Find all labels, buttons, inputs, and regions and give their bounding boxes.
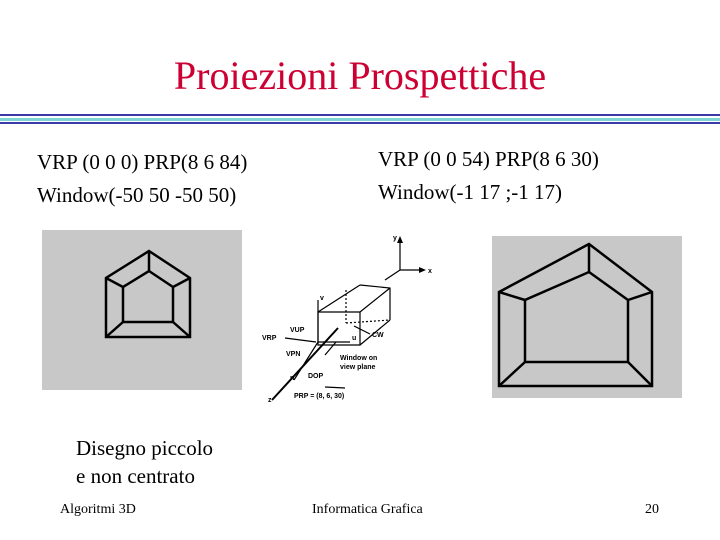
prp-pointer <box>325 387 345 388</box>
caption-line-1: Disegno piccolo <box>76 436 214 460</box>
title-underline <box>0 112 720 126</box>
label-x: x <box>428 268 432 275</box>
vrp-pointer <box>285 338 316 342</box>
label-v: v <box>320 295 324 302</box>
large-house-drawing <box>492 236 682 398</box>
label-vpn: VPN <box>286 351 301 358</box>
label-n: n <box>290 375 295 382</box>
label-y: y <box>393 235 397 242</box>
left-vrp-prp: VRP (0 0 0) PRP(8 6 84) <box>37 150 248 174</box>
footer-left: Algoritmi 3D <box>60 502 136 517</box>
projection-small-image <box>42 230 242 390</box>
page-number: 20 <box>645 502 659 517</box>
label-vup: VUP <box>290 327 305 334</box>
label-window-1: Window on <box>340 355 378 362</box>
left-window: Window(-50 50 -50 50) <box>37 183 237 207</box>
viewing-setup-diagram <box>250 230 450 410</box>
cw-pointer <box>354 326 370 334</box>
view-volume-back <box>360 285 390 320</box>
footer-center: Informatica Grafica <box>312 502 423 517</box>
window-pointer <box>325 342 336 355</box>
small-house-drawing <box>42 230 242 390</box>
view-volume-edge <box>360 288 390 312</box>
right-parameters <box>378 143 599 209</box>
label-z: z <box>268 397 272 404</box>
right-window: Window(-1 17 ;-1 17) <box>378 180 563 204</box>
left-parameters <box>37 146 247 212</box>
caption <box>76 434 213 490</box>
hidden-edge <box>346 320 390 323</box>
label-cw: CW <box>372 332 384 339</box>
label-dop: DOP <box>308 373 324 380</box>
x-arrowhead <box>419 267 426 273</box>
label-vrp: VRP <box>262 335 277 342</box>
caption-line-2: e non centrato <box>76 464 195 488</box>
label-u: u <box>352 335 357 342</box>
right-vrp-prp: VRP (0 0 54) PRP(8 6 30) <box>378 147 599 171</box>
dop-line <box>272 328 338 400</box>
y-arrowhead <box>397 236 403 243</box>
projection-large-image <box>492 236 682 398</box>
label-window-2: view plane <box>340 364 376 371</box>
label-prp: PRP = (8, 6, 30) <box>294 393 345 400</box>
world-z-axis <box>385 270 400 280</box>
view-volume-edge <box>318 285 360 312</box>
slide-title: Proiezioni Prospettiche <box>173 53 547 98</box>
